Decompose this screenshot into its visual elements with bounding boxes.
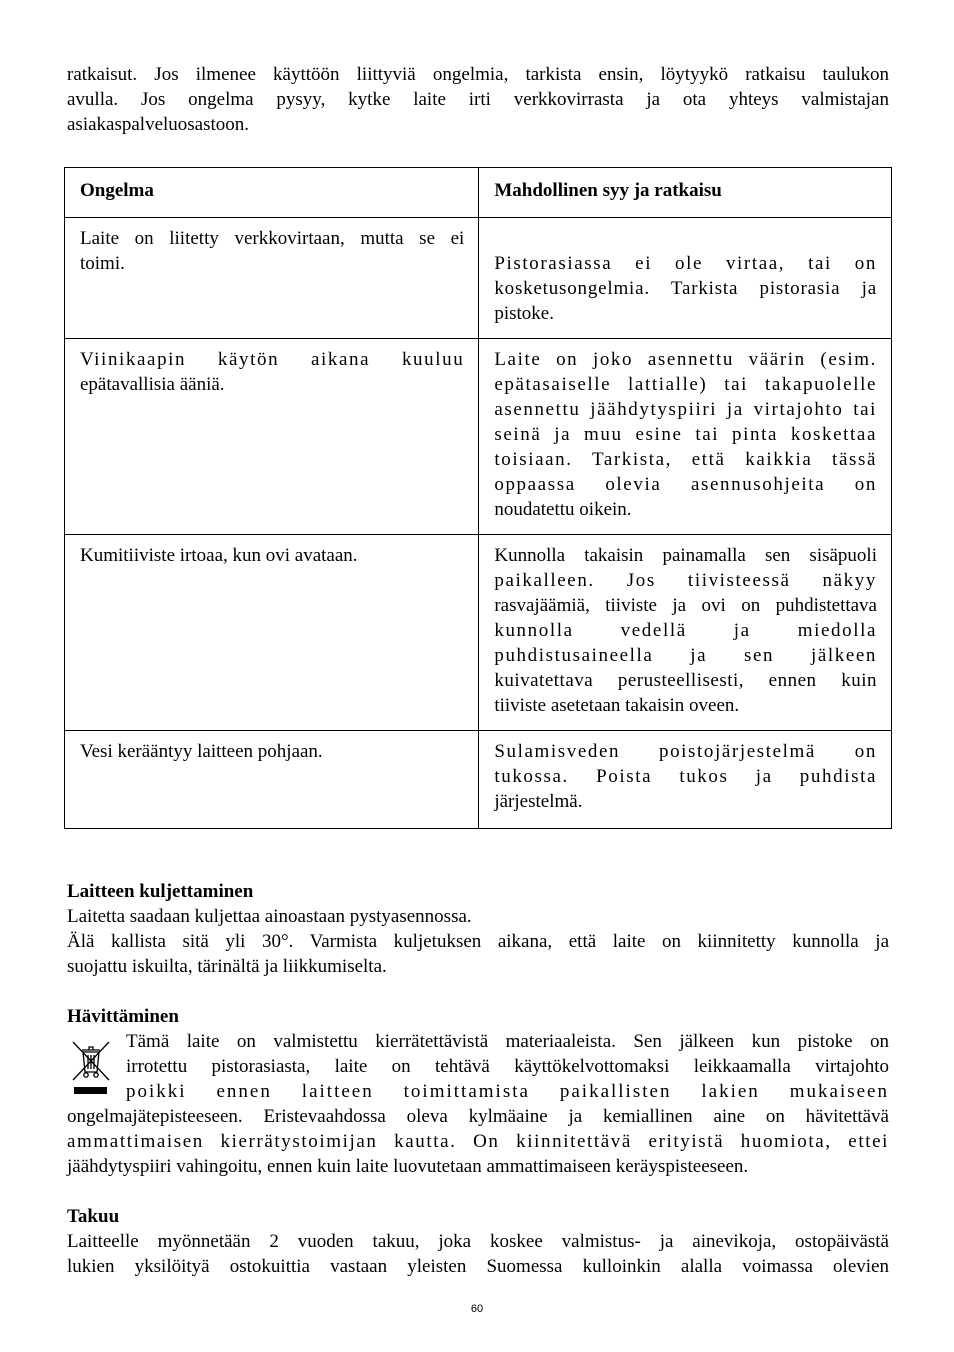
page-number: 60 bbox=[470, 1303, 484, 1315]
text-line: suojattu iskuilta, tärinältä ja liikkumiselta. bbox=[67, 956, 387, 977]
section-heading: Laitteen kuljettaminen bbox=[67, 881, 254, 902]
text-line: Laitteelle myönnetään 2 vuoden takuu, joka koskee valmistus- ja ainevikoja, ostopäivästä bbox=[67, 1231, 889, 1252]
text-line: järjestelmä. bbox=[494, 791, 583, 812]
column-header-solution: Mahdollinen syy ja ratkaisu bbox=[479, 168, 892, 218]
problem-cell bbox=[65, 218, 479, 339]
text-line: Viinikaapin käytön aikana kuuluu bbox=[80, 349, 465, 370]
text-line: tukossa. Poista tukos ja puhdista bbox=[494, 766, 877, 787]
table-row bbox=[65, 218, 892, 339]
text-line: Pistorasiassa ei ole virtaa, tai on bbox=[494, 253, 877, 274]
text-line: oppaassa olevia asennusohjeita on bbox=[494, 474, 877, 495]
transport-section bbox=[67, 879, 889, 979]
text-line: toimi. bbox=[80, 253, 125, 274]
section-heading: Takuu bbox=[67, 1206, 120, 1227]
section-heading: Hävittäminen bbox=[67, 1006, 179, 1027]
text-line: paikalleen. Jos tiivisteessä näkyy bbox=[494, 570, 877, 591]
text-line: asennettu jäähdytyspiiri ja virtajohto tai bbox=[494, 399, 877, 420]
problem-cell bbox=[65, 731, 479, 829]
text-line: Sulamisveden poistojärjestelmä on bbox=[494, 741, 877, 762]
warranty-section bbox=[67, 1204, 889, 1279]
text-line: Laite on liitetty verkkovirtaan, mutta se ei bbox=[80, 228, 465, 249]
text-line bbox=[494, 226, 877, 251]
table-row bbox=[65, 731, 892, 829]
text-line: tiiviste asetetaan takaisin oveen. bbox=[494, 695, 740, 716]
intro-paragraph bbox=[67, 62, 889, 137]
text-line: ammattimaisen kierrätystoimijan kautta. On kiinnitettävä erityistä huomiota, ettei bbox=[67, 1131, 889, 1152]
solution-cell bbox=[479, 218, 892, 339]
text-line: asiakaspalveluosastoon. bbox=[67, 114, 250, 135]
text-line: seinä ja muu esine tai pinta koskettaa bbox=[494, 424, 877, 445]
text-line: Älä kallista sitä yli 30°. Varmista kuljetuksen aikana, että laite on kiinnitetty kunnolla ja bbox=[67, 931, 889, 952]
solution-cell bbox=[479, 339, 892, 535]
text-line: Tämä laite on valmistettu kierrätettävistä materiaaleista. Sen jälkeen kun pistoke on bbox=[126, 1031, 889, 1052]
table-row bbox=[65, 535, 892, 731]
text-line: kuivatettava perusteellisesti, ennen kuin bbox=[494, 670, 877, 691]
disposal-paragraph bbox=[67, 1029, 889, 1179]
text-line: Vesi kerääntyy laitteen pohjaan. bbox=[80, 741, 323, 762]
text-line: epätavallisia ääniä. bbox=[80, 374, 225, 395]
text-line: jäähdytyspiiri vahingoitu, ennen kuin laite luovutetaan ammattimaiseen keräyspisteeseen. bbox=[67, 1156, 749, 1177]
column-header-problem: Ongelma bbox=[65, 168, 479, 218]
text-line: Kunnolla takaisin painamalla sen sisäpuoli bbox=[494, 545, 877, 566]
text-line: irrotettu pistorasiasta, laite on tehtävä käyttökelvottomaksi leikkaamalla virtajohto bbox=[126, 1056, 889, 1077]
text-line: Laite on joko asennettu väärin (esim. bbox=[494, 349, 877, 370]
text-line: avulla. Jos ongelma pysyy, kytke laite irti verkkovirrasta ja ota yhteys valmistajan bbox=[67, 89, 889, 110]
troubleshooting-table bbox=[64, 167, 892, 829]
text-line: noudatettu oikein. bbox=[494, 499, 632, 520]
problem-cell bbox=[65, 339, 479, 535]
problem-cell bbox=[65, 535, 479, 731]
solution-cell bbox=[479, 731, 892, 829]
table-row bbox=[65, 339, 892, 535]
text-line: kunnolla vedellä ja miedolla bbox=[494, 620, 877, 641]
text-line: Kumitiiviste irtoaa, kun ovi avataan. bbox=[80, 545, 358, 566]
text-line: lukien yksilöityä ostokuittia vastaan yleisten Suomessa kulloinkin alalla voimassa olevien bbox=[67, 1256, 889, 1277]
text-line: poikki ennen laitteen toimittamista paikallisten lakien mukaiseen bbox=[126, 1081, 889, 1102]
solution-cell bbox=[479, 535, 892, 731]
text-line: Laitetta saadaan kuljettaa ainoastaan pystyasennossa. bbox=[67, 906, 472, 927]
text-line: toisiaan. Tarkista, että kaikkia tässä bbox=[494, 449, 877, 470]
text-line: ratkaisut. Jos ilmenee käyttöön liittyviä ongelmia, tarkista ensin, löytyykö ratkaisu taulukon bbox=[67, 64, 889, 85]
text-line: puhdistusaineella ja sen jälkeen bbox=[494, 645, 877, 666]
disposal-heading-wrap bbox=[67, 1004, 889, 1029]
text-line: epätasaiselle lattialle) tai takapuolelle bbox=[494, 374, 877, 395]
table-header-row bbox=[65, 168, 892, 218]
text-line: pistoke. bbox=[494, 303, 554, 324]
text-line: kosketusongelmia. Tarkista pistorasia ja bbox=[494, 278, 877, 299]
text-line: rasvajäämiä, tiiviste ja ovi on puhdistettava bbox=[494, 595, 877, 616]
text-line: ongelmajätepisteeseen. Eristevaahdossa oleva kylmäaine ja kemiallinen aine on hävitettävä bbox=[67, 1106, 889, 1127]
